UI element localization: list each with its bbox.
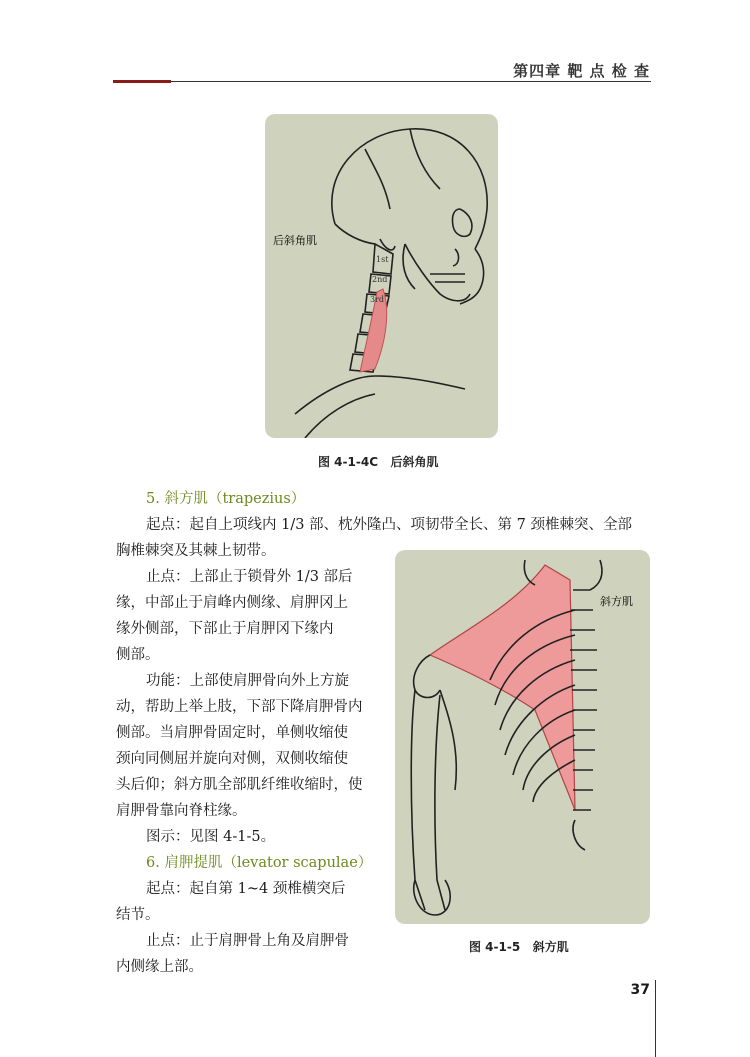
function-line-3: 侧部。当肩胛骨固定时，单侧收缩使 [116, 725, 348, 741]
function-line-1: 功能：上部使肩胛骨向外上方旋 [146, 673, 349, 689]
page-number-rule [655, 980, 656, 1057]
section-6-title: 6. 肩胛提肌（levator scapulae） [146, 855, 373, 871]
function-line-5: 头后仰；斜方肌全部肌纤维收缩时，使 [116, 777, 363, 793]
see-figure-note: 图示：见图 4-1-5。 [146, 829, 276, 845]
function-line-6: 肩胛骨靠向脊柱缘。 [116, 803, 247, 819]
label-vertebra-3rd: 3rd [370, 295, 385, 304]
function-line-4: 颈向同侧屈并旋向对侧，双侧收缩使 [116, 751, 348, 767]
levator-origin-line-2: 结节。 [116, 907, 160, 923]
origin-line-1: 起点：起自上项线内 1/3 部、枕外隆凸、项韧带全长、第 7 颈椎棘突、全部 [146, 517, 632, 533]
figure-trapezius [395, 550, 650, 924]
function-line-2: 动，帮助上举上肢，下部下降肩胛骨内 [116, 699, 363, 715]
header-accent-bar [113, 80, 171, 83]
insertion-line-4: 侧部。 [116, 647, 160, 663]
skull-neck-illustration [265, 114, 498, 438]
insertion-line-2: 缘，中部止于肩峰内侧缘、肩胛冈上 [116, 595, 348, 611]
origin-line-2: 胸椎棘突及其棘上韧带。 [116, 543, 276, 559]
section-5-title: 5. 斜方肌（trapezius） [146, 491, 306, 507]
levator-insertion-line-1: 止点：止于肩胛骨上角及肩胛骨 [146, 933, 349, 949]
label-vertebra-2nd: 2nd [372, 275, 388, 284]
header-rule [171, 81, 651, 82]
levator-origin-line-1: 起点：起自第 1~4 颈椎横突后 [146, 881, 346, 897]
trapezius-illustration [395, 550, 650, 924]
insertion-line-3: 缘外侧部，下部止于肩胛冈下缘内 [116, 621, 334, 637]
label-trapezius: 斜方肌 [600, 595, 633, 608]
levator-insertion-line-2: 内侧缘上部。 [116, 959, 203, 975]
insertion-line-1: 止点：上部止于锁骨外 1/3 部后 [146, 569, 353, 585]
page-number: 37 [630, 982, 650, 998]
figure-posterior-scalene [265, 114, 498, 438]
label-posterior-scalene: 后斜角肌 [273, 234, 317, 247]
chapter-header: 第四章 靶 点 检 查 [513, 62, 650, 80]
figure-caption-4-1-5: 图 4-1-5 斜方肌 [469, 940, 569, 954]
figure-caption-4-1-4c: 图 4-1-4C 后斜角肌 [318, 455, 439, 469]
label-vertebra-1st: 1st [376, 255, 389, 264]
